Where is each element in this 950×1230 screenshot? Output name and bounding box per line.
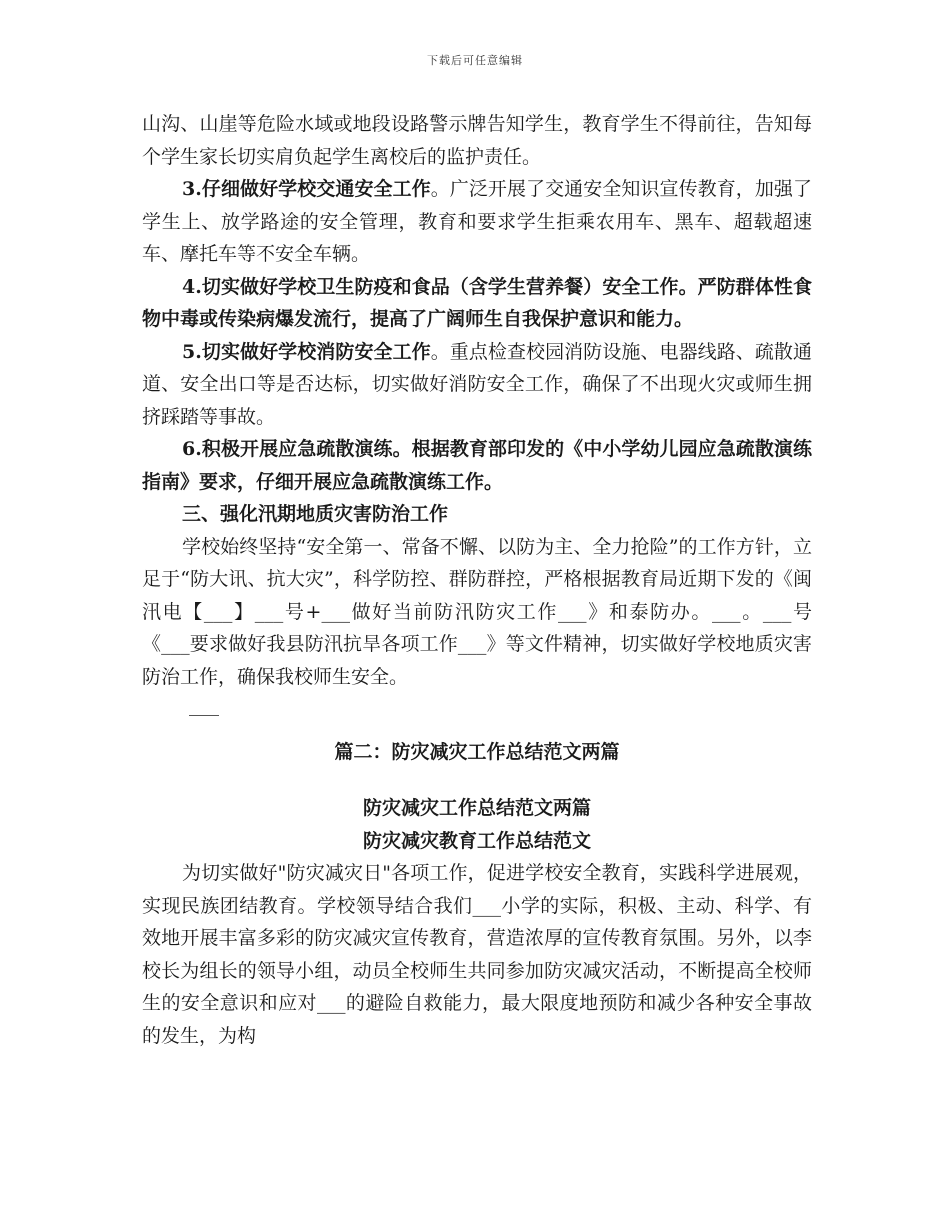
paragraph-fire-safety — [142, 336, 812, 434]
paragraph-warning-signs: 山沟、山崖等危险水域或地段设路警示牌告知学生，教育学生不得前往，告知每个学生家长切实肩负起学生离校后的监护责任。 — [142, 113, 812, 168]
fire-safety-text: 。重点检查校园消防设施、电器线路、疏散通道、安全出口等是否达标，切实做好消防安全工作，确保了不出现火灾或师生拥挤踩踏等事故。 — [142, 340, 812, 428]
paragraph-flood-prevention: 学校始终坚持“安全第一、常备不懈、以防为主、全力抢险”的工作方针，立足于“防大讯、抗大灾”，科学防控、群防群控，严格根据教育局近期下发的《闽汛电【___】___号+___做好当前防汛防灾工作___》和泰防办。___。___号《___要求做好我县防汛抗旱各项工作___》等文件精神，切实做好学校地质灾害防治工作，确保我校师生安全。 — [142, 535, 812, 688]
separator-line — [142, 693, 812, 726]
traffic-safety-text: 。广泛开展了交通安全知识宣传教育，加强了学生上、放学路途的安全管理，教育和要求学生拒乘农用车、黑车、超载超速车、摩托车等不安全车辆。 — [142, 178, 812, 265]
section-title: 篇二：防灾减灾工作总结范文两篇 — [334, 740, 620, 763]
document-subtitle: 防灾减灾教育工作总结范文 — [362, 829, 591, 852]
fire-safety-heading: 5.切实做好学校消防安全工作 — [182, 340, 431, 363]
section-heading-flood-geology: 三、强化汛期地质灾害防治工作 — [182, 503, 449, 525]
page-header-watermark: 下载后可任意编辑 — [427, 54, 523, 67]
traffic-safety-heading: 3.仔细做好学校交通安全工作 — [182, 178, 431, 200]
document-body — [142, 108, 812, 1052]
paragraph-traffic-safety — [142, 173, 812, 271]
document-title: 防灾减灾工作总结范文两篇 — [362, 797, 591, 819]
paragraph-disaster-education: 为切实做好"防灾减灾日"各项工作，促进学校安全教育，实践科学进展观，实现民族团结教育。学校领导结合我们___小学的实际，积极、主动、科学、有效地开展丰富多彩的防灾减灾宣传教育，营造浓厚的宣传教育氛围。另外，以李校长为组长的领导小组，动员全校师生共同参加防灾减灾活动，不断提高全校师生的安全意识和应对___的避险自救能力，最大限度地预防和减少各种安全事故的发生，为构 — [142, 862, 812, 1047]
paragraph-evacuation-drill: 6.积极开展应急疏散演练。根据教育部印发的《中小学幼儿园应急疏散演练指南》要求，仔细开展应急疏散演练工作。 — [142, 438, 812, 493]
paragraph-hygiene-food-safety: 4.切实做好学校卫生防疫和食品（含学生营养餐）安全工作。严防群体性食物中毒或传染病爆发流行，提高了广阔师生自我保护意识和能力。 — [142, 275, 812, 330]
